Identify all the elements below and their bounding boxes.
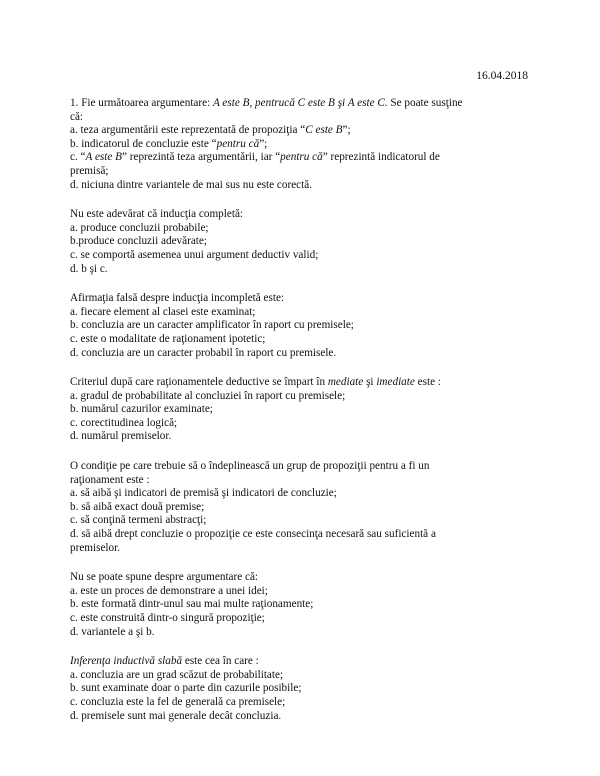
answer-option: c. este construită dintr-o singură propoziţie; (70, 612, 265, 624)
italic-text: mediate (327, 376, 364, 389)
italic-text: imediate (376, 376, 415, 389)
answer-option: d. niciuna dintre variantele de mai sus nu este corectă. (70, 178, 312, 191)
answer-option: b. indicatorul de concluzie este “pentru că”; (70, 137, 268, 150)
answer-option: c. să conţină termeni abstracţi; (70, 514, 207, 527)
question-stem: O condiţie pe care trebuie să o îndeplinească un grup de propoziţii pentru a fi un (70, 460, 430, 473)
document-date: 16.04.2018 (476, 70, 528, 82)
answer-option: a. produce concluzii probabile; (70, 221, 209, 234)
question-stem: Nu este adevărat că inducţia completă: (70, 208, 244, 221)
question-block (70, 292, 540, 360)
italic-text: A este B (85, 151, 122, 164)
question-block (70, 208, 540, 276)
answer-option: d. premisele sunt mai generale decât concluzia. (70, 709, 282, 722)
answer-option: b. sunt examinate doar o parte din cazurile posibile; (70, 682, 302, 695)
answer-option: a. fiecare element al clasei este examinat; (70, 305, 256, 318)
question-stem: Criteriul după care raţionamentele deductive se împart în mediate şi imediate este : (70, 376, 441, 389)
italic-text: C este B (305, 124, 343, 137)
answer-option: a. să aibă şi indicatori de premisă şi indicatori de concluzie; (70, 487, 337, 500)
answer-option: a. concluzia are un grad scăzut de probabilitate; (70, 668, 284, 681)
answer-option: c. se comportă asemenea unui argument deductiv valid; (70, 248, 319, 261)
question-block (70, 97, 540, 192)
question-block (70, 460, 540, 555)
answer-option: a. teza argumentării este reprezentată de propoziţia “C este B”; (70, 124, 351, 137)
answer-option: premisă; (70, 164, 109, 177)
answer-option: a. este un proces de demonstrare a unei idei; (70, 584, 268, 597)
question-stem: Afirmaţia falsă despre inducţia incompletă este: (70, 292, 285, 305)
answer-option: d. să aibă drept concluzie o propoziţie ce este consecinţa necesară sau suficientă a (70, 528, 436, 541)
answer-option: d. variantele a şi b. (70, 625, 155, 638)
question-stem: Nu se poate spune despre argumentare că: (70, 571, 259, 584)
italic-text: pentru că (280, 151, 323, 164)
question-block (70, 571, 540, 639)
answer-option: b. este formată dintr-unul sau mai multe raţionamente; (70, 598, 314, 611)
italic-text: pentru că (216, 137, 260, 150)
answer-option: a. gradul de probabilitate al concluziei în raport cu premisele; (70, 389, 346, 402)
answer-option: b.produce concluzii adevărate; (70, 235, 207, 248)
italic-text: A este B, pentrucă C este B şi A este C. (213, 97, 388, 109)
question-stem: Inferenţa inductivă slabă este cea în care : (70, 655, 259, 668)
answer-option: c. “A este B” reprezintă teza argumentării, iar “pentru că” reprezintă indicatorul de (70, 151, 440, 164)
answer-option: c. concluzia este la fel de generală ca premisele; (70, 695, 286, 708)
question-stem: raţionament este : (70, 473, 150, 486)
answer-option: d. numărul premiselor. (70, 430, 172, 443)
answer-option: b. să aibă exact două premise; (70, 500, 205, 513)
question-block (70, 655, 540, 723)
answer-option: d. concluzia are un caracter probabil în raport cu premisele. (70, 346, 337, 359)
answer-option: premiselor. (70, 541, 121, 554)
question-stem: 1. Fie următoarea argumentare: A este B, pentrucă C este B şi A este C. Se poate susţine (70, 97, 463, 109)
question-stem: că: (70, 110, 84, 123)
question-list (70, 97, 540, 739)
answer-option: c. corectitudinea logică; (70, 416, 178, 429)
italic-text: Inferenţa inductivă slabă (70, 655, 183, 668)
answer-option: c. este o modalitate de raţionament ipotetic; (70, 332, 266, 345)
answer-option: b. concluzia are un caracter amplificator în raport cu premisele; (70, 319, 354, 332)
question-block (70, 376, 540, 444)
answer-option: b. numărul cazurilor examinate; (70, 403, 213, 416)
answer-option: d. b şi c. (70, 262, 108, 275)
